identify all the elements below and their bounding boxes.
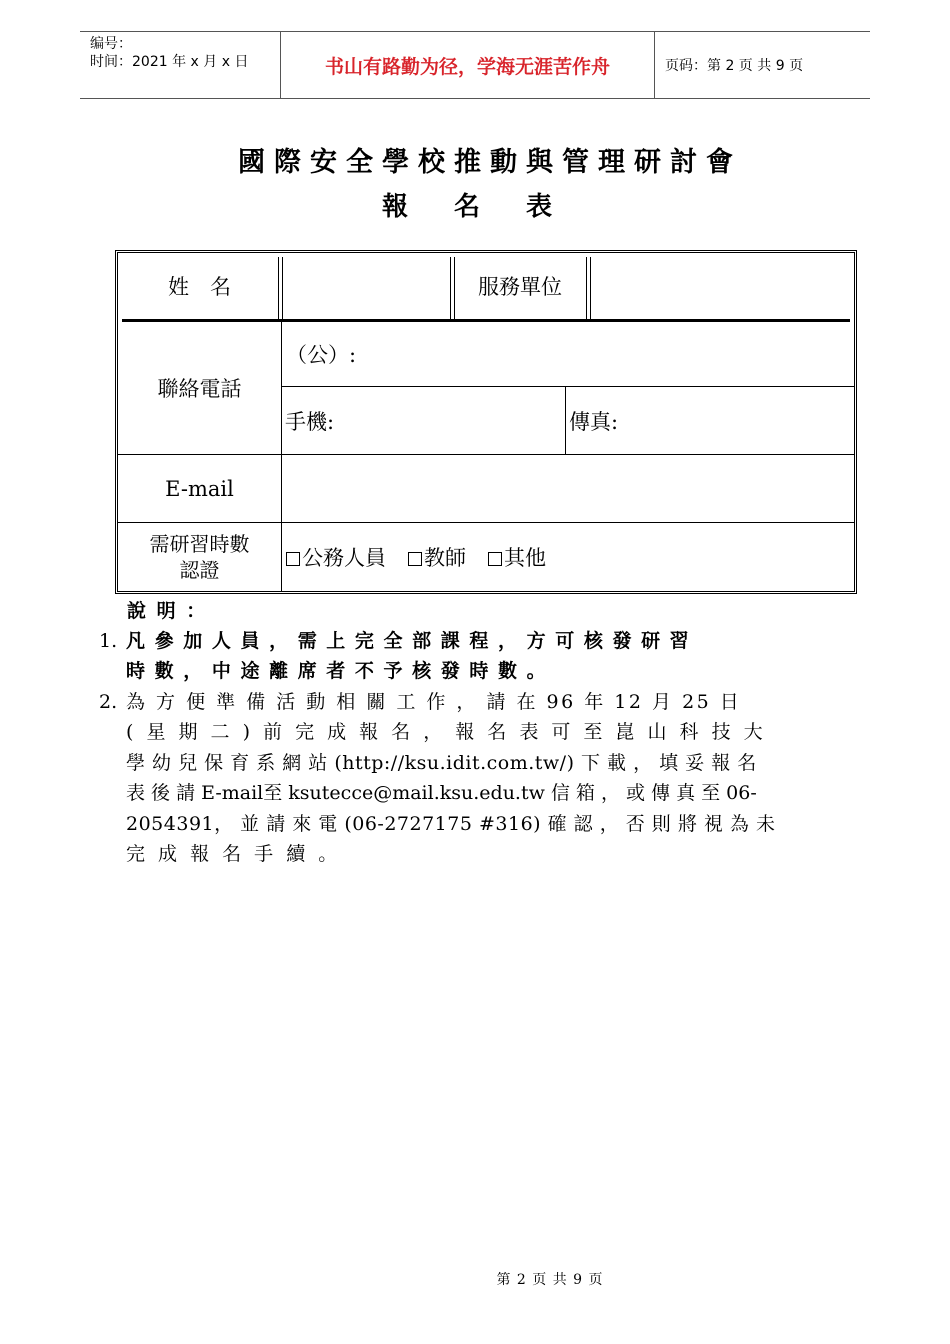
email-field[interactable] [283, 455, 851, 522]
note-line: 為 方 便 準 備 活 動 相 關 工 作 ， 請 在 96 年 12 月 25 日 [126, 691, 742, 713]
option-other[interactable]: 其他 [488, 542, 546, 572]
checkbox-icon[interactable] [286, 552, 300, 566]
note-line: 表 後 請 E-mail至 ksutecce@mail.ksu.edu.tw 信 箱 ， 或 傳 真 至 06- [126, 782, 757, 804]
checkbox-icon[interactable] [408, 552, 422, 566]
hours-label [118, 523, 281, 591]
name-field[interactable] [283, 257, 450, 319]
mobile-field[interactable]: 手機: [285, 409, 335, 434]
col-divider [565, 386, 566, 454]
unit-field[interactable] [591, 257, 851, 319]
col-divider [281, 322, 282, 591]
note-line: 2054391， 並 請 來 電 (06-2727175 #316) 確 認 ， 否 則 將 視 為 未 [126, 813, 776, 835]
header-meta [80, 32, 281, 98]
hours-label-line2: 認證 [179, 558, 220, 582]
time-label: 时间：2021 年 x 月 x 日 [90, 54, 249, 70]
office-phone-field[interactable]: （公）: [286, 343, 357, 367]
option-civil-servant[interactable]: 公務人員 [286, 542, 386, 572]
note-line: 凡 參 加 人 員 ， 需 上 完 全 部 課 程 ， 方 可 核 發 研 習 [126, 630, 691, 652]
page-title: 國際安全學校推動與管理研討會 [238, 147, 742, 178]
hours-label-line1: 需研習時數 [149, 532, 250, 556]
col-divider [586, 257, 587, 319]
notes-heading: 說 明 ： [127, 600, 208, 622]
name-label: 姓 名 [168, 275, 231, 299]
phone-label: 聯絡電話 [157, 377, 242, 401]
option-teacher[interactable]: 教師 [408, 542, 466, 572]
page-subtitle: 報名表 [381, 192, 598, 222]
note-line: 完 成 報 名 手 續 。 [126, 843, 341, 865]
registration-form [115, 250, 857, 594]
document-header [80, 31, 870, 99]
page-footer: 第 2 页 共 9 页 [496, 1272, 604, 1288]
col-divider [450, 257, 451, 319]
note-number: 2. [99, 691, 118, 713]
unit-label: 服務單位 [478, 275, 562, 299]
note-line: 時 數 ， 中 途 離 席 者 不 予 核 發 時 數 。 [126, 660, 548, 682]
header-motto: 书山有路勤为径，学海无涯苦作舟 [281, 32, 655, 98]
checkbox-icon[interactable] [488, 552, 502, 566]
hours-options [286, 523, 846, 591]
note-line: ( 星 期 二 ) 前 完 成 報 名 ， 報 名 表 可 至 崑 山 科 技 大 [126, 721, 767, 743]
header-page-info: 页码：第 2 页 共 9 页 [665, 58, 804, 74]
note-line: 學 幼 兒 保 育 系 網 站 (http://ksu.idit.com.tw/) 下 載 ， 填 妥 報 名 [126, 752, 757, 774]
email-label: E-mail [165, 476, 234, 501]
fax-field[interactable]: 傳真: [569, 409, 619, 434]
note-number: 1. [99, 630, 118, 652]
serial-label: 编号： [90, 36, 132, 52]
